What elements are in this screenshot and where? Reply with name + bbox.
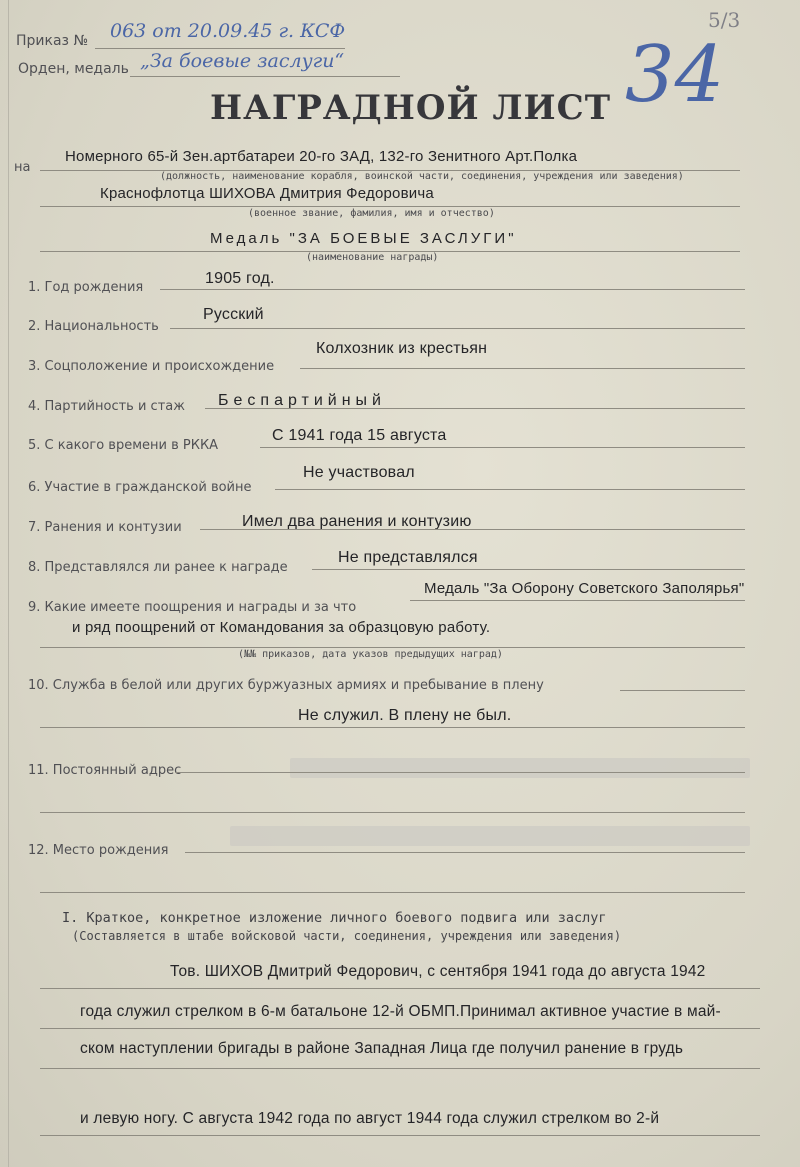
name-caption: (военное звание, фамилия, имя и отчество) [248,208,495,219]
section-subtitle: (Составляется в штабе войсковой части, соединения, учреждения или заведения) [72,929,622,943]
field-address-label: 11. Постоянный адрес [28,763,182,778]
field-awards-value-2: и ряд поощрений от Командования за образцовую работу. [72,619,491,636]
award-value: „За боевые заслуги“ [140,50,345,72]
unit-value: Номерного 65-й Зен.артбатареи 20-го ЗАД, 132-го Зенитного Арт.Полка [65,148,578,165]
field-party-value: Беспартийный [218,392,386,409]
narrative-line-3: ском наступлении бригады в районе Западная Лица где получил ранение в грудь [80,1040,684,1057]
award-caption: (наименование награды) [306,252,439,263]
field-prev-award-label: 8. Представлялся ли ранее к награде [28,560,288,575]
award-label: Орден, медаль [18,61,129,77]
field-nationality-value: Русский [203,306,264,323]
name-value: Краснофлотца ШИХОВА Дмитрия Федоровича [100,185,434,202]
field-nationality-label: 2. Национальность [28,319,159,334]
field-wounds-label: 7. Ранения и контузии [28,520,182,535]
unit-caption: (должность, наименование корабля, воинской части, соединения, учреждения или заведения) [160,171,684,182]
birthplace-redaction [230,826,750,846]
field-civil-war-value: Не участвовал [303,464,415,481]
narrative-line-4: и левую ногу. С августа 1942 года по август 1944 года служил стрелком во 2-й [80,1110,660,1127]
field-white-army-value: Не служил. В плену не был. [298,707,512,724]
field-civil-war-label: 6. Участие в гражданской войне [28,480,252,495]
field-birth-year-value: 1905 год. [205,270,275,287]
field-birth-year-label: 1. Год рождения [28,280,144,295]
order-label: Приказ № [16,33,89,49]
order-value: 063 от 20.09.45 г. КСФ [110,20,346,42]
narrative-line-2: года служил стрелком в 6-м батальоне 12-й ОБМП.Принимал активное участие в май- [80,1003,721,1020]
field-birthplace-label: 12. Место рождения [28,843,169,858]
field-party-label: 4. Партийность и стаж [28,399,185,414]
field-awards-caption: (№№ приказов, дата указов предыдущих наград) [238,649,503,660]
on-label: на [14,160,31,175]
section-title: I. Краткое, конкретное изложение личного боевого подвига или заслуг [62,910,607,926]
sheet-number: 5/3 [708,8,741,32]
field-social-value: Колхозник из крестьян [316,340,488,357]
field-rkka-value: С 1941 года 15 августа [272,427,447,444]
narrative-line-1: Тов. ШИХОВ Дмитрий Федорович, с сентября 1941 года до августа 1942 [170,963,706,980]
page-title: НАГРАДНОЙ ЛИСТ [210,88,612,128]
address-redaction [290,758,750,778]
big-number: 34 [625,30,725,120]
field-rkka-label: 5. С какого времени в РККА [28,438,219,453]
field-awards-value: Медаль "За Оборону Советского Заполярья" [424,580,745,597]
field-prev-award-value: Не представлялся [338,549,478,566]
field-wounds-value: Имел два ранения и контузию [242,513,472,530]
field-awards-label: 9. Какие имеете поощрения и награды и за что [28,600,357,615]
margin-fold [8,0,9,1167]
award-name: Медаль "ЗА БОЕВЫЕ ЗАСЛУГИ" [210,230,517,247]
field-white-army-label: 10. Служба в белой или других буржуазных армиях и пребывание в плену [28,678,544,693]
field-social-label: 3. Соцположение и происхождение [28,359,275,374]
